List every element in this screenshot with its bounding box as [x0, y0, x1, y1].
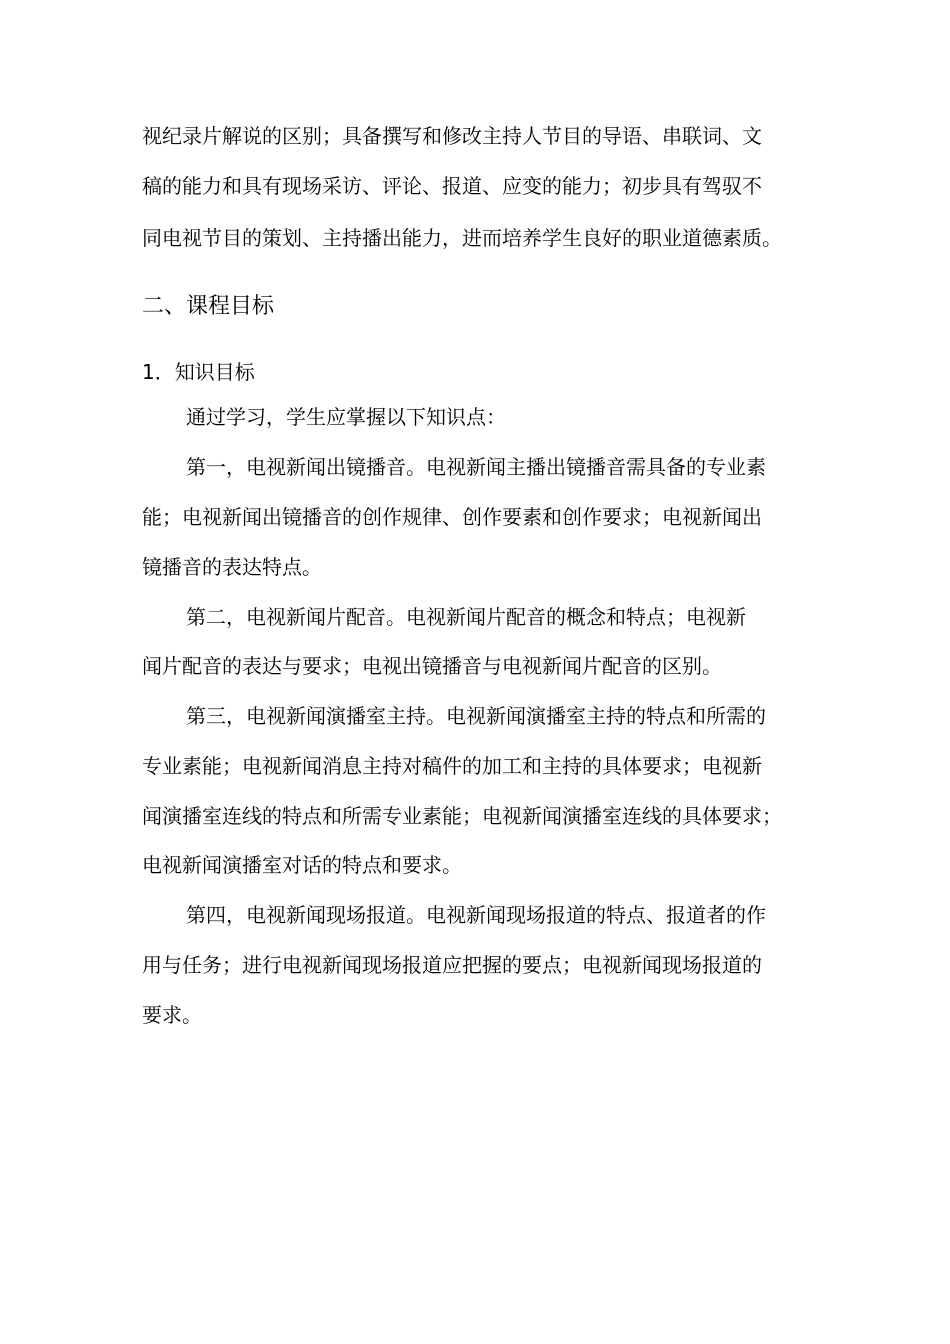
intro-line-3: 同电视节目的策划、主持播出能力，进而培养学生良好的职业道德素质。: [142, 226, 782, 250]
paragraph-2-line-1: 第二，电视新闻片配音。电视新闻片配音的概念和特点；电视新: [186, 605, 746, 629]
paragraph-3-line-2: 专业素能；电视新闻消息主持对稿件的加工和主持的具体要求；电视新: [142, 754, 762, 778]
lead-paragraph: 通过学习，学生应掌握以下知识点：: [186, 405, 506, 429]
paragraph-4-line-3: 要求。: [142, 1003, 202, 1027]
paragraph-4-line-2: 用与任务；进行电视新闻现场报道应把握的要点；电视新闻现场报道的: [142, 953, 762, 977]
paragraph-1-line-3: 镜播音的表达特点。: [142, 555, 322, 579]
paragraph-3-line-4: 电视新闻演播室对话的特点和要求。: [142, 853, 462, 877]
paragraph-3-line-3: 闻演播室连线的特点和所需专业素能；电视新闻演播室连线的具体要求；: [142, 804, 782, 828]
paragraph-3-line-1: 第三，电视新闻演播室主持。电视新闻演播室主持的特点和所需的: [186, 704, 766, 728]
intro-line-2: 稿的能力和具有现场采访、评论、报道、应变的能力；初步具有驾驭不: [142, 174, 762, 198]
intro-line-1: 视纪录片解说的区别；具备撰写和修改主持人节目的导语、串联词、文: [142, 124, 762, 148]
section-heading: 二、课程目标: [142, 294, 275, 319]
subsection-heading: 1．知识目标: [142, 360, 255, 384]
paragraph-1-line-2: 能；电视新闻出镜播音的创作规律、创作要素和创作要求；电视新闻出: [142, 505, 762, 529]
paragraph-4-line-1: 第四，电视新闻现场报道。电视新闻现场报道的特点、报道者的作: [186, 903, 766, 927]
paragraph-1-line-1: 第一，电视新闻出镜播音。电视新闻主播出镜播音需具备的专业素: [186, 455, 766, 479]
paragraph-2-line-2: 闻片配音的表达与要求；电视出镜播音与电视新闻片配音的区别。: [142, 654, 722, 678]
